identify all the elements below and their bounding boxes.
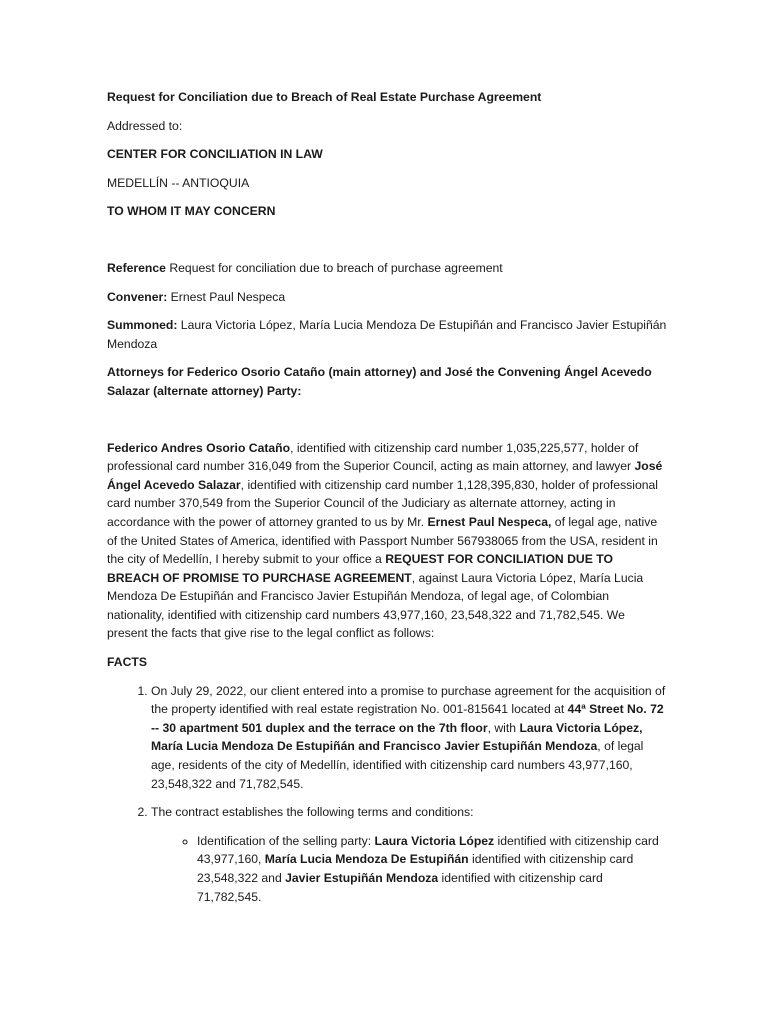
summoned-label: Summoned: [107,318,178,333]
addressed-to-label: Addressed to: [107,118,183,133]
term1-text-1: Identification of the selling party: [197,833,375,848]
summoned-line [107,316,667,353]
main-attorney-name: Federico Andres Osorio Cataño [107,440,291,455]
intro-paragraph [107,439,667,644]
seller-2-name: María Lucia Mendoza De Estupiñán [264,852,469,867]
attorneys-heading: Attorneys for Federico Osorio Cataño (main attorney) and José the Convening Ángel Acevedo Salazar (alternate attorney) Party: [107,365,652,398]
fact2-text: The contract establishes the following terms and conditions: [151,805,474,820]
seller-1-name: Laura Victoria López [374,833,495,848]
intro-text-1: , identified with citizenship card number 1,035,225,577, holder of professional card number 316,049 from the Superior Council, acting as main attorney, and lawyer [107,440,639,474]
fact-item-2 [151,803,667,906]
recipient-center: CENTER FOR CONCILIATION IN LAW [107,147,323,162]
term1-text-2: identified with citizenship card 43,977,160, [197,833,659,867]
alternate-attorney-name: José Ángel Acevedo Salazar [107,459,663,492]
terms-list [151,832,667,906]
term1-text-3: identified with citizenship card 23,548,322 and [197,852,634,885]
fact1-text-3: , of legal age, residents of the city of Medellín, identified with citizenship card numbers 43,977,160, 23,548,322 and 71,782,545. [151,739,644,791]
summoned-text: Laura Victoria López, María Lucia Mendoza De Estupiñán and Francisco Javier Estupiñán Mendoza [107,318,667,351]
intro-text-2: , identified with citizenship card number 1,128,395,830, holder of professional card number 370,549 from the Superior Council of the Judiciary as alternate attorney, acting in accordance with the power of attorney granted to us by Mr. [107,477,659,529]
convener-line [107,288,667,307]
property-address: 44ª Street No. 72 -- 30 apartment 501 duplex and the terrace on the 7th floor [151,702,664,735]
sellers-names: Laura Victoria López, María Lucia Mendoza De Estupiñán and Francisco Javier Estupiñán Mendoza [151,720,643,754]
fact-item-1 [151,682,667,794]
term-item-1 [197,832,667,906]
facts-list [107,682,667,907]
document-body [107,88,667,916]
convener-text: Ernest Paul Nespeca [167,289,286,304]
seller-3-name: Javier Estupiñán Mendoza [285,871,439,885]
reference-text: Request for conciliation due to breach of purchase agreement [165,260,503,275]
document-title: Request for Conciliation due to Breach of Real Estate Purchase Agreement [107,90,542,104]
recipient-city: MEDELLÍN -- ANTIOQUIA [107,175,250,190]
term1-text-4: identified with citizenship card 71,782,545. [197,871,603,904]
convener-label: Convener: [107,289,168,304]
reference-line [107,259,667,278]
reference-label: Reference [107,260,166,275]
greeting: TO WHOM IT MAY CONCERN [107,204,276,219]
intro-text-3: of legal age, native of the United States of America, identified with Passport Number 567938065 from the USA, resident in the city of Medellín, I hereby submit to your office a [107,514,658,567]
fact1-text-1: On July 29, 2022, our client entered into a promise to purchase agreement for the acquisition of the property identified with real estate registration No. 001-815641 located at [151,683,666,717]
request-title: REQUEST FOR CONCILIATION DUE TO BREACH OF PROMISE TO PURCHASE AGREEMENT [107,552,613,585]
convener-name: Ernest Paul Nespeca, [427,514,552,529]
fact1-text-2: , with [487,720,520,735]
intro-text-4: , against Laura Victoria López, María Lucia Mendoza De Estupiñán and Francisco Javier Estupiñán Mendoza, of legal age, of Colombian nationality, identified with citizenship card numbers 43,977,160, 23,548,322 and 71,782,545. We present the facts that give rise to the legal conflict as follows: [107,570,644,641]
facts-heading: FACTS [107,655,147,670]
